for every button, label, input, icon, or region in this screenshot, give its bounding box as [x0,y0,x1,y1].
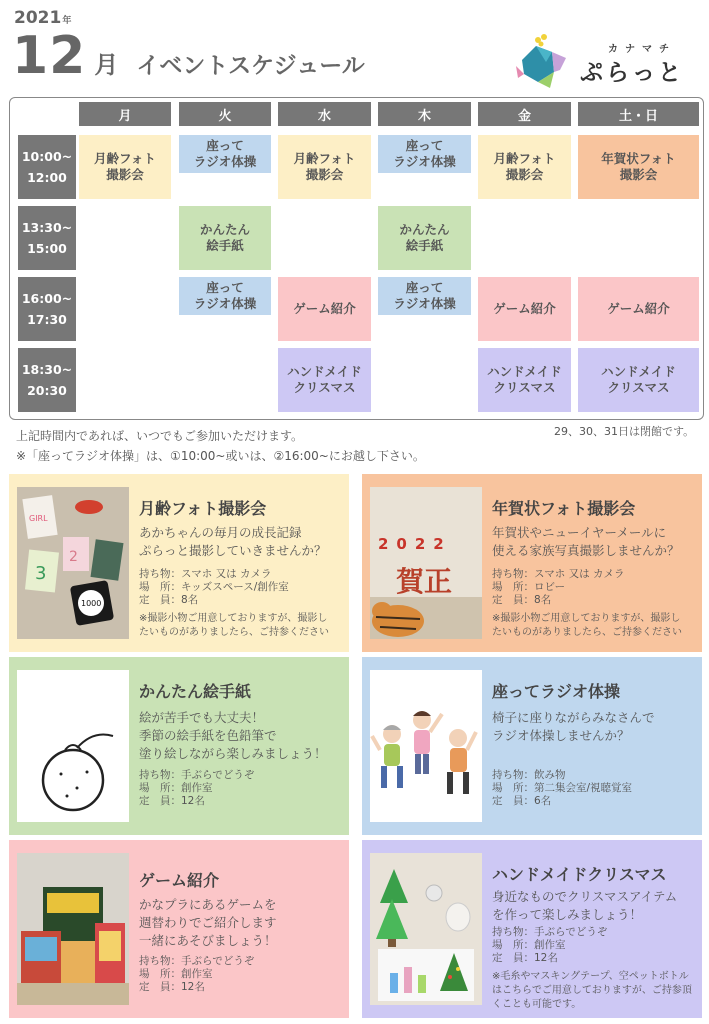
card-capacity: 定 員：8名 [492,594,552,606]
time-slot-2: 13:30~ 15:00 [18,206,76,270]
card-title: ハンドメイドクリスマス [492,865,667,884]
card-note: ※撮影小物ご用意しておりますが、撮影し たいものがありましたら、ご持参ください [139,613,329,638]
christmas-crafts-photo [370,853,482,1005]
participation-note: 上記時間内であれば、いつでもご参加いただけます。 [16,429,304,443]
time-slot-1: 10:00~ 12:00 [18,135,76,199]
card-capacity: 定 員：8名 [139,594,199,606]
page-title [12,26,365,86]
card-description: かなプラにあるゲームを 週替わりでご紹介します 一緒にあそびましょう！ [139,897,277,948]
month-number: 12 [12,26,87,86]
baby-cards-photo [17,487,129,639]
day-header-thu: 木 [378,102,471,126]
card-items: 持ち物：スマホ 又は カメラ [139,568,272,580]
day-header-mon: 月 [79,102,171,126]
new-year-photo [370,487,482,639]
logo-mark-icon [508,32,578,92]
event-cell: ゲーム紹介 [578,277,699,341]
event-cell: かんたん 絵手紙 [179,206,271,270]
day-header-wed: 水 [278,102,371,126]
svg-text:1000: 1000 [81,599,102,608]
card-title: かんたん絵手紙 [139,682,252,701]
event-cell: 月齢フォト 撮影会 [278,135,371,199]
card-items: 持ち物：飲み物 [492,769,566,781]
time-slot-4: 18:30~ 20:30 [18,348,76,412]
day-header-weekend: 土・日 [578,102,699,126]
card-title: ゲーム紹介 [139,871,220,890]
card-place: 場 所：キッズスペース/創作室 [139,581,289,593]
card-place: 場 所：ロビー [492,581,566,593]
card-note: ※毛糸やマスキングテープ、空ペットボトル はこちらでご用意しておりますが、ご持参頂 くことも可能です。 [492,971,692,1010]
card-description: 身近なものでクリスマスアイテム を作って楽しみましょう！ [492,889,678,922]
event-cell: ゲーム紹介 [478,277,571,341]
card-description: あかちゃんの毎月の成長記録 ぷらっと撮影していきませんか？ [139,525,327,558]
svg-text:2022: 2022 [378,535,452,553]
event-card-etegami [9,657,349,835]
event-card-nengajo [362,474,702,652]
card-capacity: 定 員：12名 [139,981,205,993]
logo-name: ぷらっと [580,60,684,86]
card-capacity: 定 員：12名 [492,952,558,964]
logo [508,32,708,92]
mandarin-drawing-image [17,670,129,822]
card-capacity: 定 員：6名 [492,795,552,807]
svg-text:2: 2 [69,549,78,565]
event-cell: ハンドメイド クリスマス [278,348,371,412]
card-title: 年賀状フォト撮影会 [492,499,636,518]
event-cell: 座って ラジオ体操 [179,135,271,173]
event-card-game [9,840,349,1018]
svg-text:賀正: 賀正 [396,565,453,598]
event-cell: 座って ラジオ体操 [378,277,471,315]
year-label: 2021年 [14,8,72,28]
day-header-tue: 火 [179,102,271,126]
event-cell: かんたん 絵手紙 [378,206,471,270]
event-cell: ハンドメイド クリスマス [478,348,571,412]
card-place: 場 所：創作室 [492,939,566,951]
card-place: 場 所：第二集会室/視聴覚室 [492,782,633,794]
month-unit: 月 [94,51,119,79]
svg-text:3: 3 [35,563,47,584]
card-place: 場 所：創作室 [139,782,213,794]
card-items: 持ち物：手ぶらでどうぞ [492,926,608,938]
event-cell: 座って ラジオ体操 [378,135,471,173]
event-card-radio [362,657,702,835]
time-slot-3: 16:00~ 17:30 [18,277,76,341]
card-items: 持ち物：手ぶらでどうぞ [139,769,255,781]
card-description: 椅子に座りながらみなさんで ラジオ体操しませんか？ [492,710,655,743]
day-header-fri: 金 [478,102,571,126]
event-cell: 月齢フォト 撮影会 [478,135,571,199]
logo-kana: カナマチ [608,44,676,55]
board-games-photo [17,853,129,1005]
event-cell: 月齢フォト 撮影会 [79,135,171,199]
event-cell: 年賀状フォト 撮影会 [578,135,699,199]
schedule-table [9,97,704,420]
event-card-handmade [362,840,702,1018]
card-title: 座ってラジオ体操 [492,682,621,701]
exercise-illustration [370,670,482,822]
event-cell: 座って ラジオ体操 [179,277,271,315]
card-description: 絵が苦手でも大丈夫！ 季節の絵手紙を色鉛筆で 塗り絵しながら楽しみましょう！ [139,710,327,761]
card-description: 年賀状やニューイヤーメールに 使える家族写真撮影しませんか？ [492,525,680,558]
card-items: 持ち物：スマホ 又は カメラ [492,568,625,580]
card-items: 持ち物：手ぶらでどうぞ [139,955,255,967]
title-text: イベントスケジュール [136,53,365,79]
svg-text:GIRL: GIRL [29,514,48,523]
card-title: 月齢フォト撮影会 [139,499,267,518]
card-place: 場 所：創作室 [139,968,213,980]
card-note: ※撮影小物ご用意しておりますが、撮影し たいものがありましたら、ご持参ください [492,613,682,638]
event-cell: ゲーム紹介 [278,277,371,341]
card-capacity: 定 員：12名 [139,795,205,807]
radio-note: ※「座ってラジオ体操」は、①10:00~或いは、②16:00~にお越し下さい。 [16,449,425,463]
event-card-getsurei [9,474,349,652]
event-cell: ハンドメイド クリスマス [578,348,699,412]
closed-note: 29、30、31日は閉館です。 [554,425,695,438]
